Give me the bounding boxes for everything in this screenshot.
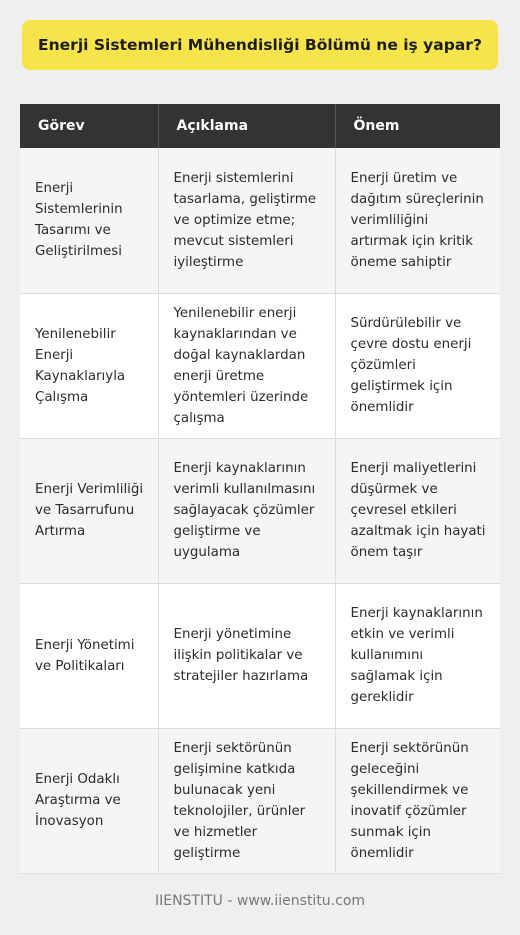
task-cell: Enerji Odaklı Araştırma ve İnovasyon xyxy=(20,728,158,873)
page-title: Enerji Sistemleri Mühendisliği Bölümü ne iş yapar? xyxy=(22,20,498,70)
importance-cell: Enerji sektörünün geleceğini şekillendirmek ve inovatif çözümler sunmak için önemlidir xyxy=(335,728,500,873)
column-header-onem: Önem xyxy=(335,104,500,148)
description-cell: Yenilenebilir enerji kaynaklarından ve doğal kaynaklardan enerji üretme yöntemleri üzerinde çalışma xyxy=(158,293,335,438)
task-cell: Enerji Sistemlerinin Tasarımı ve Geliştirilmesi xyxy=(20,148,158,293)
info-table xyxy=(20,104,500,874)
importance-cell: Sürdürülebilir ve çevre dostu enerji çözümleri geliştirmek için önemlidir xyxy=(335,293,500,438)
task-cell: Yenilenebilir Enerji Kaynaklarıyla Çalışma xyxy=(20,293,158,438)
column-header-gorev: Görev xyxy=(20,104,158,148)
description-cell: Enerji kaynaklarının verimli kullanılmasını sağlayacak çözümler geliştirme ve uygulama xyxy=(158,438,335,583)
task-cell: Enerji Yönetimi ve Politikaları xyxy=(20,583,158,728)
table-row xyxy=(20,293,500,438)
footer-credit: IIENSTITU - www.iienstitu.com xyxy=(154,893,366,909)
table-row xyxy=(20,148,500,293)
description-cell: Enerji sektörünün gelişimine katkıda bulunacak yeni teknolojiler, ürünler ve hizmetler geliştirme xyxy=(158,728,335,873)
table-row xyxy=(20,728,500,873)
column-header-aciklama: Açıklama xyxy=(158,104,335,148)
description-cell: Enerji yönetimine ilişkin politikalar ve stratejiler hazırlama xyxy=(158,583,335,728)
importance-cell: Enerji maliyetlerini düşürmek ve çevresel etkileri azaltmak için hayati önem taşır xyxy=(335,438,500,583)
table-header-row xyxy=(20,104,500,148)
importance-cell: Enerji kaynaklarının etkin ve verimli kullanımını sağlamak için gereklidir xyxy=(335,583,500,728)
table-row xyxy=(20,438,500,583)
table-row xyxy=(20,583,500,728)
description-cell: Enerji sistemlerini tasarlama, geliştirme ve optimize etme; mevcut sistemleri iyileştirme xyxy=(158,148,335,293)
importance-cell: Enerji üretim ve dağıtım süreçlerinin verimliliğini artırmak için kritik öneme sahiptir xyxy=(335,148,500,293)
task-cell: Enerji Verimliliği ve Tasarrufunu Artırma xyxy=(20,438,158,583)
